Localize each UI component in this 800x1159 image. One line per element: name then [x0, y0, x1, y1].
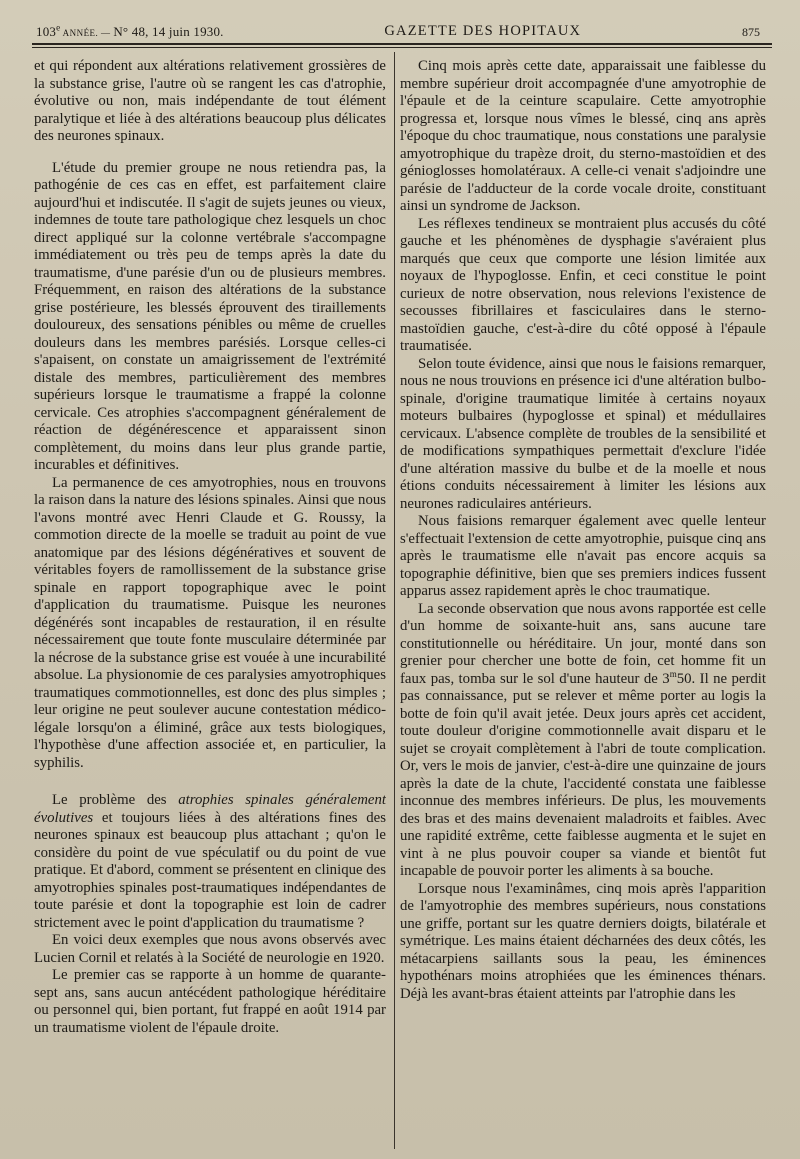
journal-title: GAZETTE DES HOPITAUX: [384, 23, 582, 39]
right-paragraph-1: Cinq mois après cette date, apparaissait une faiblesse du membre supérieur droit accompagnée d'une amyotrophie de l'épaule et de la ceinture scapulaire. Cette amyotrophie progressa et, lorsque nous vîmes le blessé, cinq ans après l'époque du choc traumatique, nous constations une paralysie amyotrophique du trapèze droit, du sterno-mastoïdien et des génioglosses homolatéraux. A celle-ci venait s'adjoindre une parésie de l'adducteur de la corde vocale droite, constituant ainsi un syndrome de Jackson.: [400, 58, 766, 214]
left-paragraph-2: L'étude du premier groupe ne nous retiendra pas, la pathogénie de ces cas en effet, est parfaitement claire aujourd'hui et indiscutée. Il s'agit de sujets jeunes ou vieux, indemnes de toute tare pathologique chez lesquels un choc direct appliqué sur la colonne vertébrale s'accompagne immédiatement ou très peu de temps après la date du traumatisme, d'une parésie d'un ou de plusieurs membres. Fréquemment, en raison des altérations de la substance grise postérieure, les blessés éprouvent des tiraillements douloureux, des sensations pénibles ou même de cruelles douleurs dans les membres parésiés. Lorsque celles-ci s'apaisent, on constate un amaigrissement de l'extrémité distale des membres, particulièrement des membres supérieurs lorsque le traumatisme a frappé la colonne cervicale. Ces atrophies s'accompagnent généralement de réaction de dégénérescence et apparaissent sinon complètement, du moins dans leur plus grande partie, incurables et définitives.: [34, 159, 386, 473]
page-header: [36, 14, 760, 40]
right-paragraph-4: Nous faisions remarquer également avec quelle lenteur s'effectuait l'extension de cette amyotrophie, puisque cinq ans après le traumatisme elle n'avait pas encore acquis sa topographie définitive, bien que ses premiers indices fussent apparus assez rapidement après le choc traumatique.: [400, 513, 766, 599]
right-paragraph-3: Selon toute évidence, ainsi que nous le faisions remarquer, nous ne nous trouvions en présence ici d'une altération bulbo-spinale, d'origine traumatique limitée à certains noyaux moteurs bulbaires (hypoglosse et spinal) et médullaires cervicaux. L'absence complète de troubles de la sensibilité et de modifications sympathiques permettait d'exclure l'idée d'une altération massive du bulbe et de la moelle et nous étions conduits nécessairement à limiter les lésions aux neurones radiculaires antérieurs.: [400, 355, 766, 512]
right-paragraph-2: Les réflexes tendineux se montraient plus accusés du côté gauche et les phénomènes de dysphagie s'avéraient plus marqués que ceux que comporte une lésion limitée aux noyaux de l'hypoglosse. Enfin, et ceci constitue le point curieux de notre observation, nous relevions l'existence de secousses fibrillaires et fasciculaires dans le sterno-mastoïdien gauche, c'est-à-dire du côté opposé à l'épaule traumatisée.: [400, 215, 766, 354]
header-rule-thin: [32, 47, 772, 48]
column-divider: [394, 52, 395, 1149]
issue-sup: e: [56, 22, 61, 33]
left-column: [34, 58, 386, 1149]
italic-phrase: atrophies spinales généralement évolutives: [34, 792, 386, 826]
header-rule-thick: [32, 43, 772, 45]
right-paragraph-5: La seconde observation que nous avons rapportée est celle d'un homme de soixante-huit ans, sans aucune tare constitutionnelle ou héréditaire. Un jour, monté dans son grenier pour chercher une botte de foin, cet homme fit un faux pas, tomba sur le sol d'une hauteur de 3$^m$50. Il ne perdit pas connaissance, put se relever et même porter au logis la botte de foin qu'il avait jetée. Deux jours après cet accident, toute douleur d'origine commotionnelle avait disparu et le sujet se croyait complètement à l'abri de toute complication. Or, vers le mois de janvier, c'est-à-dire une quinzaine de jours après la date de la chute, l'accidenté constata une faiblesse inconnue des membres inférieurs. De plus, les mouvements des bras et des mains devenaient maladroits et faibles. Avec une rapidité extrême, cette faiblesse augmenta et le sujet en vint à ne plus pouvoir couper sa viande et bientôt fut incapable de pouvoir porter les aliments à sa bouche.: [400, 600, 766, 879]
left-paragraph-4: Le problème des atrophies spinales généralement évolutives et toujours liées à des altérations fines des neurones spinaux est beaucoup plus attachant ; qu'on le considère du point de vue spéculatif ou du point de vue pratique. Et d'abord, comment se présentent en clinique des amyotrophies spinales post-traumatiques indépendantes de toute parésie et dont la topographie est loin de cadrer strictement avec le point d'application du traumatisme ?: [34, 792, 386, 931]
issue-date: N° 48, 14 juin 1930.: [113, 24, 224, 39]
issue-annee: ANNÉE. —: [60, 28, 114, 38]
left-paragraph-6: Le premier cas se rapporte à un homme de quarante-sept ans, sans aucun antécédent pathologique héréditaire ou personnel qui, bien portant, fut frappé en août 1914 par un traumatisme violent de l'épaule droite.: [34, 967, 386, 1036]
right-column: [400, 58, 766, 1149]
right-paragraph-6: Lorsque nous l'examinâmes, cinq mois après l'apparition de l'amyotrophie des membres supérieurs, nous constations une griffe, portant sur les quatre derniers doigts, bilatérale et symétrique. Les mains étaient décharnées des deux côtés, les métacarpiens saillants sous la peau, les éminences hypothénars moins atrophiées que les éminences thénars. Déjà les avant-bras étaient atteints par l'atrophie dans les: [400, 880, 766, 1002]
page-number: 875: [741, 25, 760, 39]
issue-info: [36, 24, 224, 40]
left-paragraph-3: La permanence de ces amyotrophies, nous en trouvons la raison dans la nature des lésions spinales. Ainsi que nous l'avons montré avec Henri Claude et G. Roussy, la commotion directe de la moelle se traduit au point de vue anatomique par des lésions dégénératives et souvent de véritables foyers de ramollissement de la substance grise spinale en rapport topographique avec le point d'application du traumatisme. Puisque les neurones dégénérés sont incapables de restauration, il en résulte nécessairement que toute fonte musculaire déterminée par la nécrose de la substance grise est vouée à une incurabilité absolue. La physionomie de ces paralysies amyotrophiques traumatiques commotionnelles, est donc des plus simples ; leur origine ne peut soulever aucune contestation médico-légale lorsqu'on a éliminé, grâce aux tests biologiques, l'hypothèse d'une affection associée et, en particulier, la syphilis.: [34, 474, 386, 771]
issue-number: 103: [36, 24, 57, 39]
left-paragraph-5: En voici deux exemples que nous avons observés avec Lucien Cornil et relatés à la Société de neurologie en 1920.: [34, 932, 386, 966]
left-paragraph-1: et qui répondent aux altérations relativement grossières de la substance grise, l'autre où se rangent les cas d'atrophie, évolutive ou non, mais indépendante de tout élément paralytique et liée à des altérations beaucoup plus délicates des neurones spinaux.: [34, 58, 386, 144]
